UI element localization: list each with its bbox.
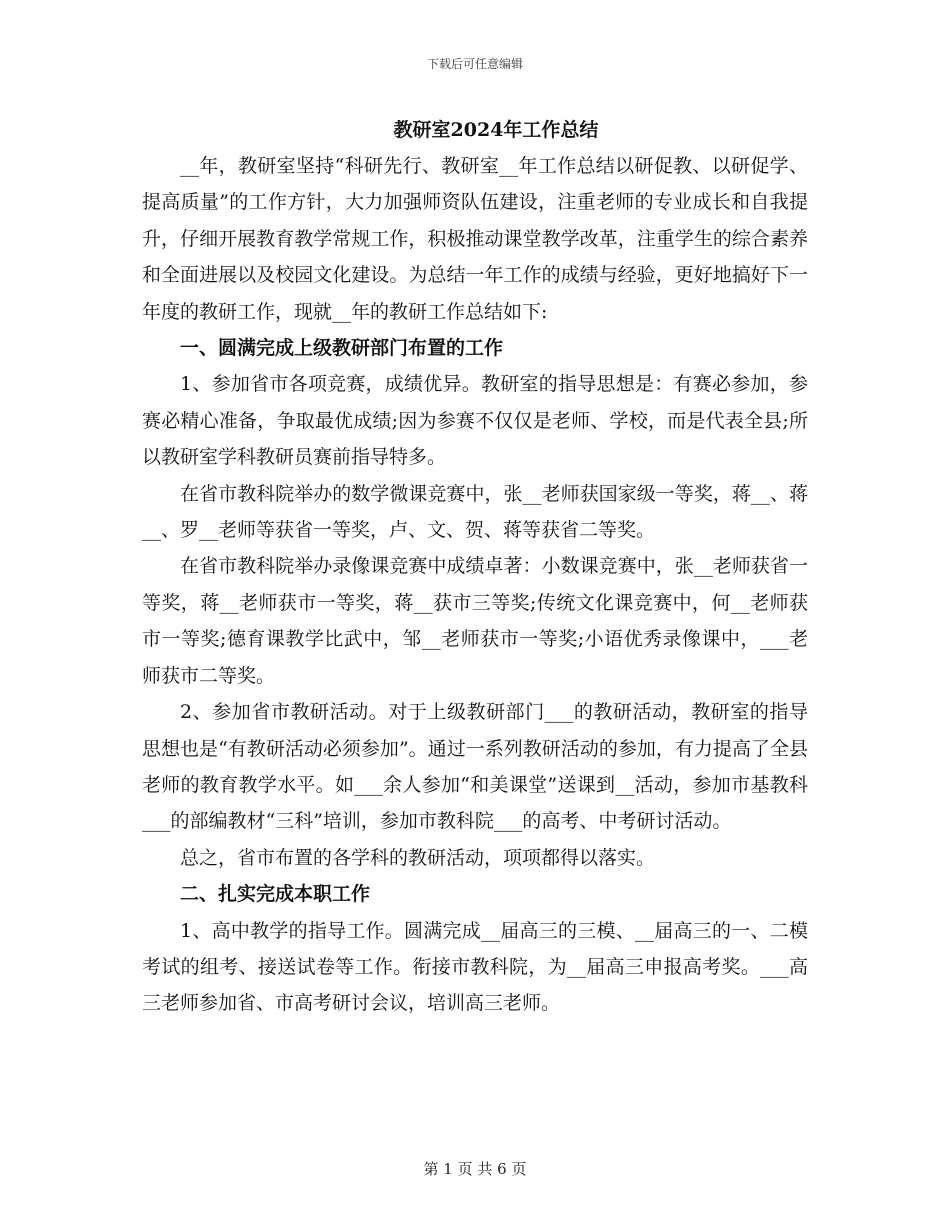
- section-heading-2: 二、扎实完成本职工作: [180, 883, 371, 906]
- body-paragraph: 1、参加省市各项竞赛，成绩优异。教研室的指导思想是：有赛必参加，参赛必精心准备，争取最优成绩;因为参赛不仅仅是老师、学校，而是代表全县;所以教研室学科教研员赛前指导特多。: [142, 373, 808, 469]
- header-note: 下载后可任意编辑: [426, 57, 523, 71]
- body-paragraph: 在省市教科院举办的数学微课竞赛中，张__老师获国家级一等奖，蒋__、蒋__、罗__老师等获省一等奖，卢、文、贺、蒋等获省二等奖。: [142, 482, 808, 542]
- section-heading-1: 一、圆满完成上级教研部门布置的工作: [180, 337, 504, 360]
- body-paragraph: 1、高中教学的指导工作。圆满完成__届高三的三模、__届高三的一、二模考试的组考、接送试卷等工作。衔接市教科院，为__届高三申报高考奖。___高三老师参加省、市高考研讨会议，培训高三老师。: [142, 919, 808, 1015]
- body-paragraph: 2、参加省市教研活动。对于上级教研部门___的教研活动，教研室的指导思想也是“有教研活动必须参加”。通过一系列教研活动的参加，有力提高了全县老师的教育教学水平。如___余人参加“和美课堂”送课到__活动，参加市基教科___的部编教材“三科”培训，参加市教科院___的高考、中考研讨活动。: [142, 701, 808, 833]
- intro-paragraph: __年，教研室坚持“科研先行、教研室__年工作总结以研促教、以研促学、提高质量”的工作方针，大力加强师资队伍建设，注重老师的专业成长和自我提升，仔细开展教育教学常规工作，积极推动课堂教学改革，注重学生的综合素养和全面进展以及校园文化建设。为总结一年工作的成绩与经验，更好地搞好下一年度的教研工作，现就__年的教研工作总结如下:: [142, 155, 808, 323]
- page-footer: 第 1 页 共 6 页: [423, 1160, 527, 1178]
- document-title: 教研室2024年工作总结: [393, 119, 599, 141]
- body-paragraph: 在省市教科院举办录像课竞赛中成绩卓著：小数课竞赛中，张__老师获省一等奖，蒋__老师获市一等奖，蒋__获市三等奖;传统文化课竞赛中，何__老师获市一等奖;德育课教学比武中，邹__老师获市一等奖;小语优秀录像课中，___老师获市二等奖。: [142, 555, 808, 687]
- document-body: [142, 148, 808, 1022]
- body-paragraph: 总之，省市布置的各学科的教研活动，项项都得以落实。: [180, 846, 656, 869]
